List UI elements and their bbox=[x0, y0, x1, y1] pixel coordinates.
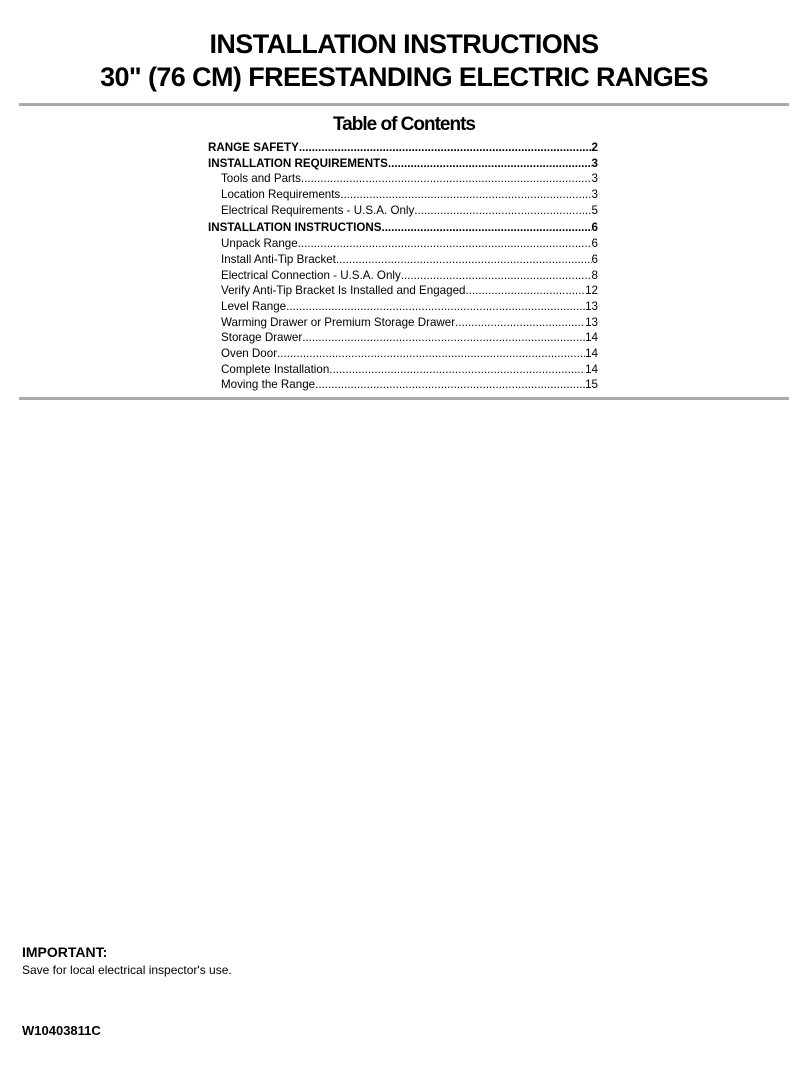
toc-entry[interactable] bbox=[208, 171, 598, 187]
toc-entry-label: Location Requirements bbox=[221, 188, 341, 202]
toc-leader-dots bbox=[455, 315, 585, 331]
toc-entry-label: RANGE SAFETY bbox=[208, 141, 299, 154]
toc-entry[interactable] bbox=[208, 315, 598, 331]
toc-entry[interactable] bbox=[208, 252, 598, 268]
toc-leader-dots bbox=[315, 377, 585, 393]
toc-entry-label: Electrical Connection - U.S.A. Only bbox=[221, 268, 401, 282]
document-title-line-2: 30" (76 CM) FREESTANDING ELECTRIC RANGES bbox=[100, 62, 708, 92]
toc-entry[interactable] bbox=[208, 187, 598, 203]
toc-leader-dots bbox=[465, 283, 585, 299]
toc-entry[interactable] bbox=[208, 362, 598, 378]
toc-leader-dots bbox=[302, 330, 585, 346]
toc-leader-dots bbox=[388, 156, 592, 172]
toc-entry-page: 6 bbox=[591, 221, 598, 235]
toc-leader-dots bbox=[298, 236, 592, 252]
toc-entry-label: Storage Drawer bbox=[221, 331, 303, 345]
toc-entry-label: Install Anti-Tip Bracket bbox=[221, 252, 336, 266]
toc-entry-label: Level Range bbox=[221, 299, 287, 313]
toc-leader-dots bbox=[277, 346, 585, 362]
toc-entry-page: 14 bbox=[585, 362, 598, 376]
toc-entry[interactable] bbox=[208, 268, 598, 284]
toc-entry-label: Complete Installation bbox=[221, 362, 330, 376]
toc-entry-page: 2 bbox=[591, 141, 598, 154]
toc-entry-page: 12 bbox=[585, 284, 598, 298]
toc-leader-dots bbox=[401, 268, 592, 284]
toc-leader-dots bbox=[286, 299, 585, 315]
toc-entry-label: Moving the Range bbox=[221, 378, 316, 392]
toc-entry-page: 15 bbox=[585, 378, 598, 392]
toc-entry-label: INSTALLATION REQUIREMENTS bbox=[208, 156, 388, 170]
toc-entry-page: 8 bbox=[591, 268, 598, 282]
toc-entry[interactable] bbox=[208, 346, 598, 362]
toc-leader-dots bbox=[329, 362, 585, 378]
toc-leader-dots bbox=[299, 140, 592, 156]
toc-entry-page: 3 bbox=[591, 188, 598, 202]
toc-entry-label: Tools and Parts bbox=[221, 172, 301, 186]
toc-entry-page: 3 bbox=[591, 172, 598, 186]
toc-heading: Table of Contents bbox=[332, 114, 476, 135]
toc-leader-dots bbox=[381, 220, 591, 236]
table-of-contents bbox=[208, 140, 598, 393]
toc-entry-label: Verify Anti-Tip Bracket Is Installed and Engaged bbox=[221, 284, 466, 298]
toc-leader-dots bbox=[340, 187, 591, 203]
toc-entry[interactable] bbox=[208, 220, 598, 236]
toc-entry-page: 5 bbox=[591, 203, 598, 217]
toc-entry[interactable] bbox=[208, 156, 598, 172]
toc-entry[interactable] bbox=[208, 236, 598, 252]
toc-entry-page: 14 bbox=[585, 346, 598, 360]
toc-entry-page: 13 bbox=[585, 315, 598, 329]
important-label: IMPORTANT: bbox=[22, 944, 108, 960]
bottom-divider bbox=[19, 397, 789, 400]
toc-entry[interactable] bbox=[208, 283, 598, 299]
top-divider bbox=[19, 103, 789, 106]
toc-leader-dots bbox=[301, 171, 592, 187]
document-number: W10403811C bbox=[22, 1023, 101, 1038]
toc-entry-page: 13 bbox=[585, 299, 598, 313]
toc-entry-page: 6 bbox=[591, 252, 598, 266]
toc-entry[interactable] bbox=[208, 377, 598, 393]
toc-entry-page: 14 bbox=[585, 331, 598, 345]
toc-entry[interactable] bbox=[208, 299, 598, 315]
document-title-line-1: INSTALLATION INSTRUCTIONS bbox=[209, 29, 599, 59]
toc-entry[interactable] bbox=[208, 203, 598, 219]
toc-entry-label: Unpack Range bbox=[221, 237, 298, 251]
toc-entry-page: 3 bbox=[591, 156, 598, 170]
toc-entry-label: Warming Drawer or Premium Storage Drawer bbox=[221, 315, 456, 329]
toc-entry-page: 6 bbox=[591, 237, 598, 251]
toc-entry-label: Oven Door bbox=[221, 346, 278, 360]
toc-entry[interactable] bbox=[208, 330, 598, 346]
toc-entry-label: Electrical Requirements - U.S.A. Only bbox=[221, 203, 415, 217]
toc-leader-dots bbox=[414, 203, 591, 219]
toc-entry-label: INSTALLATION INSTRUCTIONS bbox=[208, 221, 382, 235]
important-note: Save for local electrical inspector's use. bbox=[22, 963, 232, 977]
toc-entry[interactable] bbox=[208, 140, 598, 156]
toc-leader-dots bbox=[336, 252, 592, 268]
